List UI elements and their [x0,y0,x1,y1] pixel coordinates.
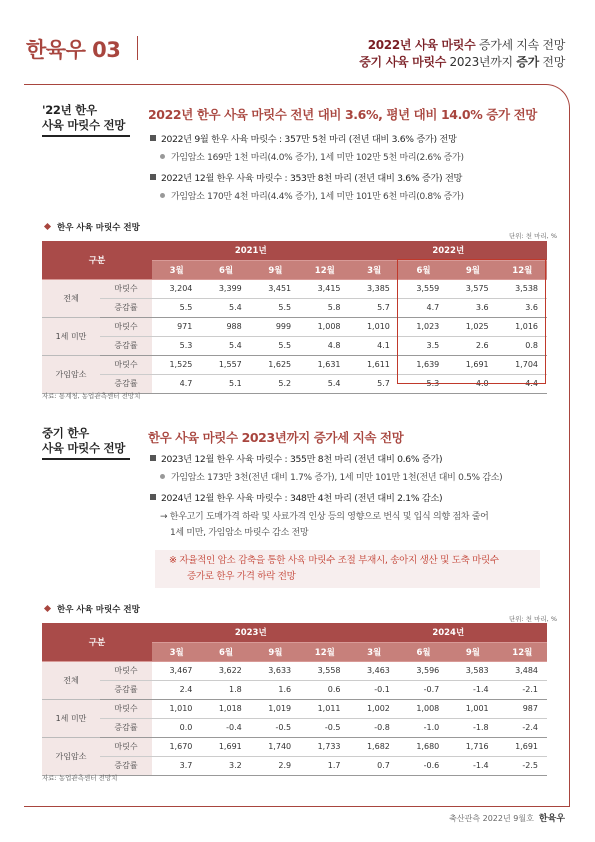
footer-section: 한육우 [538,814,565,824]
table-cell: 3.6 [498,298,547,317]
table1-month-header: 3월 [152,260,201,279]
table-cell: 999 [251,317,300,336]
table-cell: 0.6 [300,680,349,699]
table-cell: 1,525 [152,355,201,374]
table-cell: 5.1 [201,374,250,393]
section1-title-line2: 사육 마릿수 전망 [42,118,126,132]
table-cell: 5.4 [201,336,250,355]
table-cell: 4.7 [152,374,201,393]
row-group-label: 1세 미만 [42,317,100,355]
table1-month-header: 9월 [448,260,497,279]
table-cell: 2.9 [251,756,300,775]
table-row [42,718,547,737]
header-line-2-accent: 증가 [516,55,539,69]
table-cell: 1,631 [300,355,349,374]
footer-publication: 축산관측 2022년 9월호 [449,814,534,823]
table-cell: -1.0 [399,718,448,737]
table-cell: 5.2 [251,374,300,393]
table2-corner-header: 구분 [42,623,152,661]
table-cell: 3,204 [152,279,201,298]
table-cell: 5.5 [251,336,300,355]
table-cell: 1,010 [350,317,399,336]
table-cell: 1,716 [448,737,497,756]
table-row [42,699,547,718]
table-cell: 3,558 [300,661,349,680]
table1-source: 자료: 통계청, 농업관측센터 전망치 [42,392,141,400]
row-metric-label: 마릿수 [100,699,152,718]
brand-divider [137,36,138,60]
table-row [42,298,547,317]
table-cell: 1,625 [251,355,300,374]
table-cell: 1,019 [251,699,300,718]
table2-month-header: 3월 [350,642,399,661]
table-cell: 1,682 [350,737,399,756]
table-cell: 1.8 [201,680,250,699]
table-cell: 1,002 [350,699,399,718]
table-cell: 1,680 [399,737,448,756]
section1-bullet-2: 2022년 12월 한우 사육 마릿수 : 353만 8천 마리 (전년 대비 3.6% 증가) 전망 [150,170,462,184]
table-cell: 1,025 [448,317,497,336]
table-cell: 0.0 [152,718,201,737]
row-metric-label: 증감률 [100,336,152,355]
table-cell: 3,583 [448,661,497,680]
table-cell: -0.7 [399,680,448,699]
row-metric-label: 증감률 [100,680,152,699]
table-cell: 1,010 [152,699,201,718]
table1-month-header: 9월 [251,260,300,279]
table-cell: 0.7 [350,756,399,775]
table-cell: 5.7 [350,298,399,317]
table-cell: 5.8 [300,298,349,317]
table-cell: 3,575 [448,279,497,298]
section1-bullet-1: 2022년 9월 한우 사육 마릿수 : 357만 5천 마리 (전년 대비 3.6% 증가) 전망 [150,131,457,145]
table-cell: 1,639 [399,355,448,374]
table-cell: -0.5 [251,718,300,737]
table-cell: 3,415 [300,279,349,298]
table1-month-header: 12월 [498,260,547,279]
table-cell: 1,011 [300,699,349,718]
table-cell: 3,484 [498,661,547,680]
table1-year-a: 2021년 [152,241,350,260]
row-metric-label: 증감률 [100,718,152,737]
table-cell: -1.8 [448,718,497,737]
table-cell: -0.4 [201,718,250,737]
section2-bullet-1-sub: 가임암소 173만 3천(전년 대비 1.7% 증가), 1세 미만 101만 1천(전년 대비 0.5% 감소) [160,470,502,483]
table-cell: -1.4 [448,756,497,775]
section2-note [155,550,540,588]
footer-rule [24,806,570,807]
table2-month-header: 12월 [498,642,547,661]
row-metric-label: 마릿수 [100,661,152,680]
table-cell: 5.4 [201,298,250,317]
table-cell: 2.6 [448,336,497,355]
table-cell: 4.8 [300,336,349,355]
table-cell: 4.1 [350,336,399,355]
table-cell: -2.1 [498,680,547,699]
table2 [42,623,547,776]
header-line-1-rest: 증가세 지속 전망 [475,38,565,52]
table-cell: 988 [201,317,250,336]
table-row [42,336,547,355]
table-cell: -2.4 [498,718,547,737]
header-line-2-mid: 2023년까지 [446,55,517,69]
section1-bullet-2-sub: 가임암소 170만 4천 마리(4.4% 증가), 1세 미만 101만 6천 마리(0.8% 증가) [160,189,464,202]
table-row [42,279,547,298]
table-cell: 5.3 [399,374,448,393]
table-cell: 3.5 [399,336,448,355]
table-row [42,737,547,756]
section2-title-line2: 사육 마릿수 전망 [42,441,126,455]
table2-month-header: 6월 [399,642,448,661]
section2-title [42,426,130,460]
row-group-label: 가임암소 [42,355,100,393]
table-cell: 4.4 [498,374,547,393]
table-cell: 3,633 [251,661,300,680]
table-cell: -0.6 [399,756,448,775]
row-metric-label: 마릿수 [100,317,152,336]
table2-month-header: 6월 [201,642,250,661]
table-cell: 1,733 [300,737,349,756]
table-cell: 3.6 [448,298,497,317]
table-cell: 0.8 [498,336,547,355]
section2-bullet-1: 2023년 12월 한우 사육 마릿수 : 355만 8천 마리 (전년 대비 0.6% 증가) [150,451,442,465]
table-cell: -0.1 [350,680,399,699]
table-cell: 1,740 [251,737,300,756]
table-row [42,756,547,775]
section1-headline: 2022년 한우 사육 마릿수 전년 대비 3.6%, 평년 대비 14.0% 증가 전망 [148,107,537,122]
section2-bullet-2-line-2: 1세 미만, 가임암소 마릿수 감소 전망 [170,528,309,538]
table-cell: 1,670 [152,737,201,756]
row-group-label: 전체 [42,279,100,317]
table1-corner-header: 구분 [42,241,152,279]
table2-month-header: 12월 [300,642,349,661]
table-cell: -0.8 [350,718,399,737]
row-group-label: 1세 미만 [42,699,100,737]
header-line-2-bold: 중기 사육 마릿수 [359,55,447,69]
table-cell: 1,008 [399,699,448,718]
table-cell: 1,557 [201,355,250,374]
table1-title: 한우 사육 마릿수 전망 [45,221,140,233]
table-cell: 3,399 [201,279,250,298]
table2-month-header: 3월 [152,642,201,661]
table-cell: 5.3 [152,336,201,355]
table-cell: 1,001 [448,699,497,718]
table-row [42,680,547,699]
table-cell: 1,611 [350,355,399,374]
table-cell: 1,008 [300,317,349,336]
table-cell: 3,622 [201,661,250,680]
table-cell: 5.5 [251,298,300,317]
table1-month-header: 12월 [300,260,349,279]
row-group-label: 전체 [42,661,100,699]
table-cell: 5.7 [350,374,399,393]
table1-month-header: 6월 [201,260,250,279]
section2-headline: 한우 사육 마릿수 2023년까지 증가세 지속 전망 [148,430,404,445]
table2-title: 한우 사육 마릿수 전망 [45,603,140,615]
table-cell: 1,691 [201,737,250,756]
row-metric-label: 증감률 [100,756,152,775]
row-metric-label: 증감률 [100,298,152,317]
row-metric-label: 마릿수 [100,279,152,298]
table1-year-b: 2022년 [350,241,548,260]
table-row [42,317,547,336]
table-cell: 1,018 [201,699,250,718]
table-cell: 4.0 [448,374,497,393]
table-cell: 1.6 [251,680,300,699]
table-cell: 3.7 [152,756,201,775]
table2-year-a: 2023년 [152,623,350,642]
table-cell: 3,463 [350,661,399,680]
table-cell: 1,691 [498,737,547,756]
section2-title-line1: 중기 한우 [42,426,89,440]
table-cell: 1,704 [498,355,547,374]
table-row [42,355,547,374]
table-cell: 1,023 [399,317,448,336]
table-cell: 3,596 [399,661,448,680]
table2-year-b: 2024년 [350,623,548,642]
table-cell: 1,016 [498,317,547,336]
table1-unit: 단위: 천 마리, % [508,232,557,240]
table-cell: 3,538 [498,279,547,298]
table-cell: 4.7 [399,298,448,317]
section1-title [42,103,130,137]
table-cell: -0.5 [300,718,349,737]
section2-note-line-1: ※ 자율적인 암소 감축을 통한 사육 마릿수 조절 부재시, 송아지 생산 및 도축 마릿수 [169,555,499,566]
table-cell: 971 [152,317,201,336]
row-metric-label: 증감률 [100,374,152,393]
row-metric-label: 마릿수 [100,355,152,374]
table-cell: 3,467 [152,661,201,680]
table-cell: 3,559 [399,279,448,298]
table-cell: -1.4 [448,680,497,699]
table-cell: 2.4 [152,680,201,699]
table2-month-header: 9월 [448,642,497,661]
section2-bullet-2-line-1: → 한우고기 도매가격 하락 및 사료가격 인상 등의 영향으로 번식 및 입식 의향 점차 줄어 [160,512,489,522]
section1-bullet-1-sub: 가임암소 169만 1천 마리(4.0% 증가), 1세 미만 102만 5천 마리(2.6% 증가) [160,150,464,163]
footer [449,811,565,824]
table-cell: 3.2 [201,756,250,775]
page-section-label: 한육우 03 [26,38,121,62]
section2-bullet-2: 2024년 12월 한우 사육 마릿수 : 348만 4천 마리 (전년 대비 2.1% 감소) [150,490,442,504]
table-cell: 5.4 [300,374,349,393]
header-line-2-end: 전망 [538,55,565,69]
header-line-1 [368,36,565,53]
table-cell: 3,451 [251,279,300,298]
table1-month-header: 6월 [399,260,448,279]
section2-note-line-2: 증가로 한우 가격 하락 전망 [187,571,296,582]
table1-month-header: 3월 [350,260,399,279]
table-cell: 1,691 [448,355,497,374]
table-cell: 3,385 [350,279,399,298]
table-cell: 5.5 [152,298,201,317]
row-group-label: 가임암소 [42,737,100,775]
section1-title-line1: '22년 한우 [42,103,97,117]
table2-unit: 단위: 천 마리, % [508,615,557,623]
header-line-2 [359,53,565,70]
header-line-1-bold: 2022년 사육 마릿수 [367,38,476,52]
table-cell: -2.5 [498,756,547,775]
table-cell: 987 [498,699,547,718]
table2-source: 자료: 농업관측센터 전망치 [42,774,118,782]
row-metric-label: 마릿수 [100,737,152,756]
table-row [42,661,547,680]
table1 [42,241,547,394]
table-cell: 1.7 [300,756,349,775]
table2-month-header: 9월 [251,642,300,661]
